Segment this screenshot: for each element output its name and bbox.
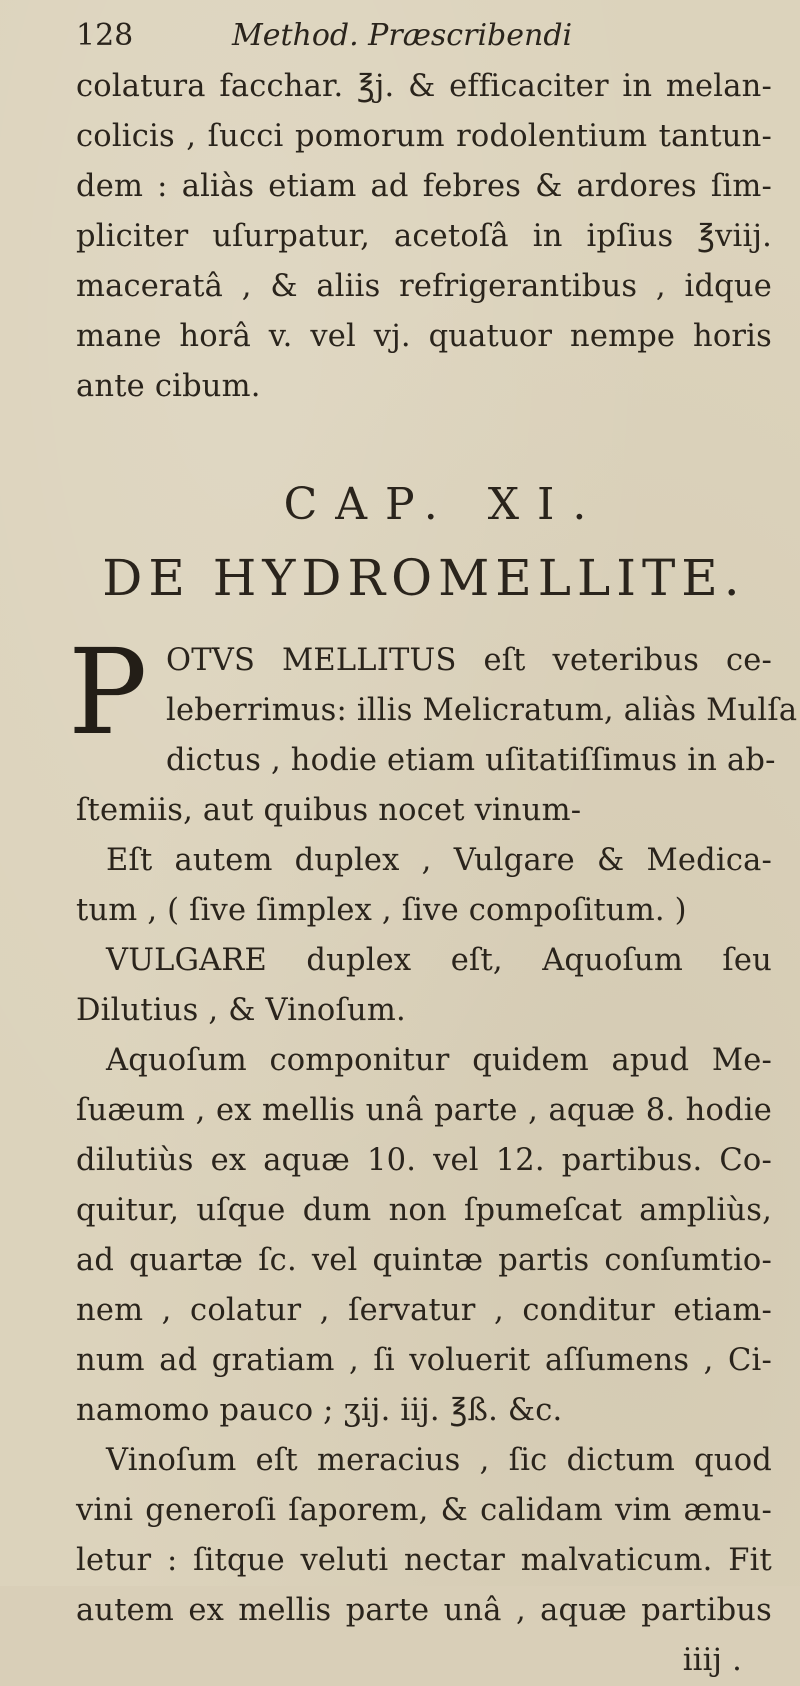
text-line: dem : aliàs etiam ad febres & ardores ſim- [76, 169, 772, 204]
chapter-body [68, 623, 798, 1686]
text-line: quitur, uſque dum non ſpumeſcat ampliùs, [76, 1193, 772, 1228]
text-line: colicis , ſucci pomorum rodolentium tantun- [76, 119, 772, 154]
page-header [76, 18, 772, 62]
text-line: Eſt autem duplex , Vulgare & Medica- [106, 843, 772, 878]
text-line: ſuæum , ex mellis unâ parte , aquæ 8. hodie [76, 1093, 772, 1128]
text-line: ad quartæ ſc. vel quintæ partis conſumtio- [76, 1243, 772, 1278]
text-line: dilutiùs ex aquæ 10. vel 12. partibus. Co- [76, 1143, 772, 1178]
text-line: leberrimus: illis Melicratum, aliàs Mulſa [166, 693, 798, 728]
text-line: nem , colatur , ſervatur , conditur etiam- [76, 1293, 772, 1328]
intro-paragraph [76, 62, 772, 412]
text-line: VULGARE duplex eſt, Aquoſum ſeu [106, 943, 772, 978]
text-line: mane horâ v. vel vj. quatuor nempe horis [76, 319, 772, 354]
text-line: dictus , hodie etiam uſitatiſſimus in ab- [166, 743, 776, 778]
text-line: autem ex mellis parte unâ , aquæ partibus [76, 1593, 772, 1628]
drop-cap: P [68, 623, 148, 761]
text-line: ante cibum. [76, 369, 261, 404]
text-line: colatura facchar. ℥j. & efficaciter in melan- [76, 69, 772, 104]
text-line: namomo pauco ; ʒij. iij. ℥ß. &c. [76, 1393, 563, 1428]
text-line: tum , ( ſive ſimplex , ſive compoſitum. ) [76, 893, 687, 928]
text-line: vini generoſi ſaporem, & calidam vim æmu- [76, 1493, 772, 1528]
chapter-title: DE HYDROMELLITE. [102, 549, 746, 607]
text-line: Vinoſum eſt meracius , ſic dictum quod [106, 1443, 772, 1478]
text-line: pliciter uſurpatur, acetoſâ in ipſius ℥viij. [76, 219, 772, 254]
text-line: Dilutius , & Vinoſum. [76, 993, 406, 1028]
text-line: letur : ſitque veluti nectar malvaticum. Fit [76, 1543, 772, 1578]
text-line: Aquoſum componitur quidem apud Me- [106, 1043, 772, 1078]
chapter-label: CAP. XI. [283, 479, 605, 530]
text-line: num ad gratiam , ſi voluerit aſſumens , Ci- [76, 1343, 772, 1378]
running-head: Method. Præscribendi [232, 18, 573, 53]
catchword: iiij . [682, 1643, 742, 1678]
text-line: maceratâ , & aliis refrigerantibus , idque [76, 269, 772, 304]
text-line: ſtemiis, aut quibus nocet vinum- [76, 793, 582, 828]
text-line: OTVS MELLITUS eſt veteribus ce- [166, 643, 772, 678]
page-number: 128 [76, 18, 134, 53]
